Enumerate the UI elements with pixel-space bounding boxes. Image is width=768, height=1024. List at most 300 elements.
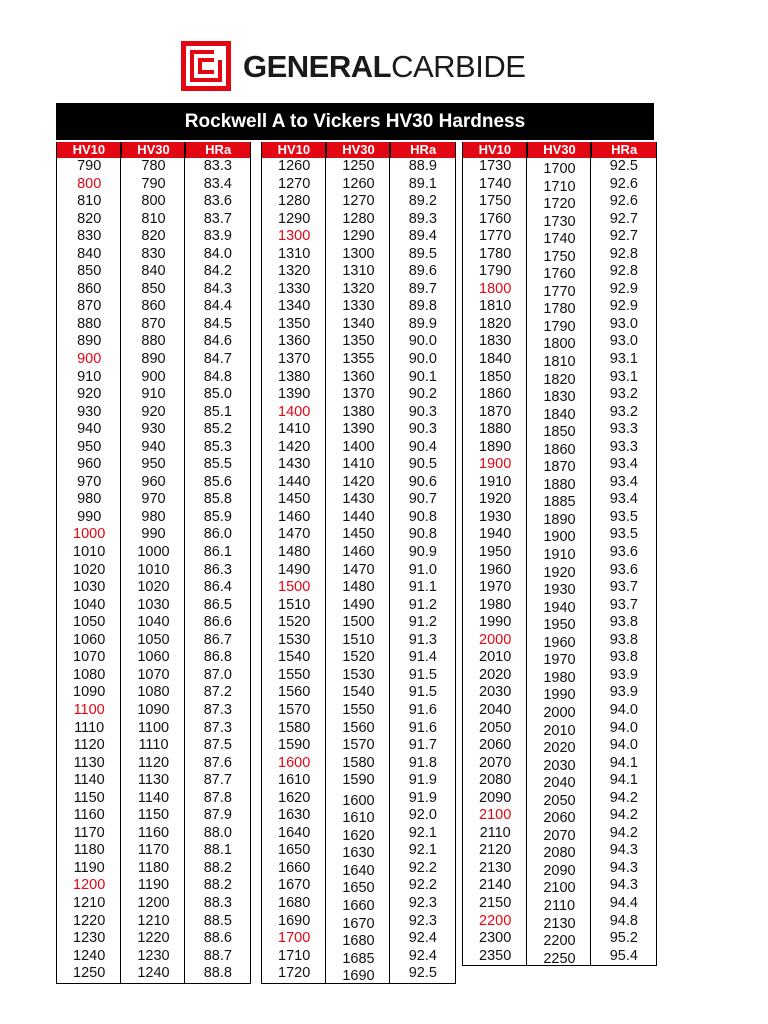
cell-hv10: 920 (77, 386, 102, 403)
page-title: Rockwell A to Vickers HV30 Hardness (56, 103, 654, 140)
cell-hv10: 2090 (479, 789, 512, 806)
table-row (57, 825, 250, 843)
cell-hra: 90.6 (408, 473, 437, 490)
cell-hra: 89.5 (408, 245, 437, 262)
cell-hra: 83.7 (203, 210, 232, 227)
cell-hv30: 1160 (137, 824, 170, 841)
cell-hv30: 880 (141, 333, 166, 350)
cell-hra: 92.1 (408, 842, 437, 859)
cell-hv30: 1100 (137, 719, 170, 736)
cell-hv30: 1590 (342, 772, 375, 789)
table-row (463, 755, 656, 773)
cell-hv10: 1920 (479, 491, 512, 508)
table-row (463, 316, 656, 334)
cell-hra: 92.4 (408, 947, 437, 964)
cell-hv30: 1920 (543, 564, 576, 581)
cell-hra: 88.6 (203, 930, 232, 947)
brand-name-bold: GENERAL (243, 48, 392, 84)
cell-hv30: 1530 (342, 666, 375, 683)
cell-hra: 93.1 (609, 368, 638, 385)
cell-hv30: 1760 (543, 266, 576, 283)
table-row (463, 597, 656, 615)
table-row (262, 930, 455, 948)
cell-hv10: 900 (77, 351, 102, 368)
table-row (57, 632, 250, 650)
cell-hra: 93.9 (609, 684, 638, 701)
cell-hra: 88.5 (203, 912, 232, 929)
cell-hra: 94.2 (609, 824, 638, 841)
table-row (262, 316, 455, 334)
cell-hv10: 2120 (479, 842, 512, 859)
cell-hra: 93.8 (609, 614, 638, 631)
cell-hv30: 1685 (342, 950, 375, 967)
cell-hv10: 1740 (479, 175, 512, 192)
cell-hv10: 1610 (278, 772, 311, 789)
table-row (262, 491, 455, 509)
column-header-hv30: HV30 (122, 142, 187, 158)
cell-hra: 84.3 (203, 280, 232, 297)
cell-hv10: 1580 (278, 719, 311, 736)
cell-hv30: 860 (141, 298, 166, 315)
table-row (463, 562, 656, 580)
cell-hv30: 1840 (543, 406, 576, 423)
cell-hv10: 2150 (479, 894, 512, 911)
cell-hv10: 1730 (479, 158, 512, 174)
table-row (262, 351, 455, 369)
cell-hra: 83.6 (203, 193, 232, 210)
cell-hv30: 1350 (342, 333, 375, 350)
table-row (57, 333, 250, 351)
cell-hv10: 1180 (73, 842, 105, 859)
cell-hra: 88.1 (203, 842, 232, 859)
cell-hra: 92.3 (408, 894, 437, 911)
cell-hv30: 1990 (543, 687, 576, 704)
cell-hra: 86.5 (203, 596, 232, 613)
cell-hra: 93.0 (609, 315, 638, 332)
cell-hra: 83.9 (203, 228, 232, 245)
cell-hv10: 1790 (479, 263, 512, 280)
cell-hv10: 1400 (278, 403, 311, 420)
cell-hv30: 2060 (543, 810, 576, 827)
cell-hra: 85.3 (203, 438, 232, 455)
table-row (57, 263, 250, 281)
cell-hra: 89.3 (408, 210, 437, 227)
table-row (463, 211, 656, 229)
cell-hv30: 1620 (342, 827, 375, 844)
table-row (262, 737, 455, 755)
table-row (262, 720, 455, 738)
cell-hv30: 2090 (543, 862, 576, 879)
cell-hra: 94.2 (609, 789, 638, 806)
table-row (463, 913, 656, 931)
table-row (463, 842, 656, 860)
cell-hv30: 1885 (543, 494, 576, 511)
cell-hv30: 940 (141, 438, 166, 455)
cell-hv30: 1180 (137, 859, 170, 876)
table-row (57, 755, 250, 773)
table-row (262, 825, 455, 843)
cell-hv30: 990 (141, 526, 166, 543)
cell-hra: 91.8 (408, 754, 437, 771)
table-row (463, 825, 656, 843)
table-row (463, 632, 656, 650)
table-row (262, 404, 455, 422)
cell-hv10: 1110 (74, 719, 105, 736)
cell-hv30: 1770 (543, 283, 576, 300)
cell-hra: 91.9 (408, 772, 437, 789)
cell-hv30: 1910 (543, 547, 576, 564)
table-row (463, 158, 656, 176)
cell-hv30: 2070 (543, 827, 576, 844)
table-row (262, 948, 455, 966)
cell-hv10: 1460 (278, 508, 311, 525)
cell-hv10: 1130 (73, 754, 105, 771)
cell-hv30: 1630 (342, 845, 375, 862)
table-row (463, 737, 656, 755)
cell-hra: 89.2 (408, 193, 437, 210)
cell-hra: 88.9 (408, 158, 437, 174)
cell-hra: 90.8 (408, 508, 437, 525)
cell-hra: 94.0 (609, 701, 638, 718)
cell-hv10: 1200 (73, 877, 106, 894)
cell-hv30: 2080 (543, 845, 576, 862)
table-row (463, 807, 656, 825)
cell-hv10: 2130 (479, 859, 512, 876)
cell-hv10: 2070 (479, 754, 512, 771)
table-row (262, 860, 455, 878)
cell-hra: 93.8 (609, 631, 638, 648)
cell-hv30: 1020 (137, 579, 170, 596)
cell-hra: 93.4 (609, 456, 638, 473)
cell-hv10: 1410 (278, 421, 311, 438)
cell-hra: 92.9 (609, 280, 638, 297)
cell-hra: 84.4 (203, 298, 232, 315)
cell-hra: 94.0 (609, 737, 638, 754)
cell-hra: 93.6 (609, 561, 638, 578)
cell-hv30: 1570 (342, 737, 375, 754)
column-header-hv30: HV30 (528, 142, 593, 158)
table-row (57, 491, 250, 509)
cell-hv30: 1430 (342, 491, 375, 508)
table-row (463, 895, 656, 913)
cell-hra: 87.0 (203, 666, 232, 683)
table-row (262, 526, 455, 544)
table-row (262, 877, 455, 895)
table-row (57, 895, 250, 913)
cell-hra: 92.9 (609, 298, 638, 315)
cell-hv30: 1360 (342, 368, 375, 385)
cell-hra: 92.2 (408, 877, 437, 894)
cell-hv30: 1230 (137, 947, 170, 964)
cell-hv30: 1700 (543, 161, 576, 177)
cell-hv10: 2050 (479, 719, 512, 736)
table-row (262, 614, 455, 632)
cell-hra: 85.8 (203, 491, 232, 508)
cell-hra: 83.3 (203, 158, 232, 174)
cell-hra: 93.5 (609, 508, 638, 525)
cell-hv30: 1810 (543, 354, 576, 371)
table-row (262, 386, 455, 404)
table-row (57, 684, 250, 702)
table-row (463, 439, 656, 457)
cell-hra: 90.9 (408, 544, 437, 561)
cell-hv10: 1390 (278, 386, 311, 403)
cell-hv30: 870 (141, 315, 166, 332)
table-row (463, 263, 656, 281)
cell-hra: 87.2 (203, 684, 232, 701)
cell-hra: 94.4 (609, 894, 638, 911)
cell-hv10: 2200 (479, 912, 512, 929)
table-body (463, 158, 656, 965)
cell-hra: 89.7 (408, 280, 437, 297)
table-row (262, 702, 455, 720)
cell-hv10: 1960 (479, 561, 512, 578)
table-row (262, 684, 455, 702)
table-row (463, 948, 656, 966)
cell-hv10: 1670 (278, 877, 311, 894)
cell-hv10: 800 (77, 175, 102, 192)
cell-hv10: 1910 (479, 473, 512, 490)
general-carbide-logo-icon (181, 41, 231, 91)
cell-hra: 91.5 (408, 684, 437, 701)
cell-hv30: 1960 (543, 634, 576, 651)
cell-hra: 89.9 (408, 315, 437, 332)
table-row (262, 772, 455, 790)
cell-hra: 84.6 (203, 333, 232, 350)
cell-hv10: 1300 (278, 228, 311, 245)
cell-hra: 86.6 (203, 614, 232, 631)
table-row (57, 404, 250, 422)
table-row (57, 614, 250, 632)
cell-hv10: 1830 (479, 333, 512, 350)
cell-hra: 91.2 (408, 596, 437, 613)
cell-hv30: 840 (141, 263, 166, 280)
cell-hv10: 910 (77, 368, 102, 385)
cell-hv30: 1170 (137, 842, 170, 859)
cell-hv30: 900 (141, 368, 166, 385)
cell-hv10: 1640 (278, 824, 311, 841)
table-row (262, 246, 455, 264)
cell-hv10: 810 (77, 193, 102, 210)
cell-hv10: 820 (77, 210, 102, 227)
cell-hv10: 1060 (73, 631, 106, 648)
cell-hv30: 1370 (342, 386, 375, 403)
cell-hv30: 1600 (342, 792, 375, 809)
table-row (463, 509, 656, 527)
column-header-hra: HRa (410, 142, 437, 157)
table-row (262, 263, 455, 281)
cell-hra: 93.7 (609, 579, 638, 596)
cell-hv10: 1780 (479, 245, 512, 262)
cell-hv10: 1850 (479, 368, 512, 385)
cell-hv10: 2000 (479, 631, 512, 648)
cell-hv30: 1940 (543, 599, 576, 616)
column-header-hv10: HV10 (463, 142, 528, 158)
cell-hra: 90.3 (408, 421, 437, 438)
cell-hv10: 1270 (278, 175, 311, 192)
table-row (57, 351, 250, 369)
cell-hv30: 2130 (543, 915, 576, 932)
cell-hv10: 1550 (278, 666, 311, 683)
cell-hv10: 1030 (73, 579, 106, 596)
cell-hv30: 1390 (342, 421, 375, 438)
brand-name-light: CARBIDE (391, 48, 526, 84)
cell-hra: 87.6 (203, 754, 232, 771)
cell-hv10: 1100 (73, 701, 105, 718)
cell-hv30: 910 (141, 386, 166, 403)
cell-hv10: 1870 (479, 403, 512, 420)
table-row (57, 597, 250, 615)
brand-name (243, 48, 526, 84)
cell-hv10: 1250 (73, 965, 106, 982)
cell-hv30: 1470 (342, 561, 375, 578)
table-row (57, 474, 250, 492)
cell-hv30: 800 (141, 193, 166, 210)
cell-hv10: 1330 (278, 280, 311, 297)
cell-hv30: 1520 (342, 649, 375, 666)
cell-hv30: 2040 (543, 775, 576, 792)
cell-hv30: 1410 (342, 456, 375, 473)
cell-hv30: 1280 (342, 210, 375, 227)
cell-hra: 92.7 (609, 228, 638, 245)
cell-hra: 92.8 (609, 245, 638, 262)
cell-hv10: 1440 (278, 473, 311, 490)
cell-hv30: 1440 (342, 508, 375, 525)
cell-hra: 91.9 (408, 789, 437, 806)
table-row (57, 807, 250, 825)
cell-hv30: 1900 (543, 529, 576, 546)
cell-hv30: 2020 (543, 740, 576, 757)
table-row (463, 421, 656, 439)
cell-hv10: 1540 (278, 649, 311, 666)
cell-hra: 93.1 (609, 351, 638, 368)
cell-hra: 92.2 (408, 859, 437, 876)
table-row (262, 965, 455, 983)
table-row (57, 193, 250, 211)
cell-hv10: 1820 (479, 315, 512, 332)
table-row (57, 720, 250, 738)
cell-hra: 91.4 (408, 649, 437, 666)
cell-hra: 86.8 (203, 649, 232, 666)
cell-hra: 92.6 (609, 193, 638, 210)
cell-hv10: 1230 (73, 930, 106, 947)
cell-hv30: 2000 (543, 704, 576, 721)
cell-hv10: 1930 (479, 508, 512, 525)
table-row (262, 509, 455, 527)
table-header (262, 142, 455, 158)
cell-hv10: 880 (77, 315, 102, 332)
cell-hra: 93.4 (609, 473, 638, 490)
cell-hra: 87.9 (203, 807, 232, 824)
table-row (463, 649, 656, 667)
table-row (463, 333, 656, 351)
cell-hra: 93.6 (609, 544, 638, 561)
table-row (463, 526, 656, 544)
cell-hv10: 1490 (278, 561, 311, 578)
cell-hv30: 1730 (543, 213, 576, 230)
table-row (463, 614, 656, 632)
table-row (57, 386, 250, 404)
cell-hra: 84.5 (203, 315, 232, 332)
cell-hra: 91.3 (408, 631, 437, 648)
table-row (463, 281, 656, 299)
cell-hra: 86.0 (203, 526, 232, 543)
cell-hra: 88.3 (203, 894, 232, 911)
cell-hv30: 1780 (543, 301, 576, 318)
cell-hv30: 1000 (137, 544, 170, 561)
cell-hra: 93.5 (609, 526, 638, 543)
cell-hv10: 1720 (278, 965, 311, 982)
cell-hv10: 1970 (479, 579, 512, 596)
cell-hv10: 990 (77, 508, 102, 525)
cell-hv30: 1310 (342, 263, 375, 280)
cell-hv30: 1355 (342, 351, 375, 368)
cell-hv30: 1800 (543, 336, 576, 353)
cell-hv10: 1680 (278, 894, 311, 911)
cell-hv30: 830 (141, 245, 166, 262)
cell-hra: 93.0 (609, 333, 638, 350)
cell-hra: 91.2 (408, 614, 437, 631)
cell-hv10: 1990 (479, 614, 512, 631)
cell-hv30: 1460 (342, 544, 375, 561)
cell-hra: 84.0 (203, 245, 232, 262)
cell-hv30: 1130 (137, 772, 170, 789)
cell-hv30: 950 (141, 456, 166, 473)
cell-hv10: 1510 (278, 596, 311, 613)
table-row (57, 790, 250, 808)
table-row (262, 755, 455, 773)
cell-hv30: 1060 (137, 649, 170, 666)
cell-hra: 87.5 (203, 737, 232, 754)
cell-hv10: 2300 (479, 930, 512, 947)
cell-hv30: 1300 (342, 245, 375, 262)
table-row (463, 228, 656, 246)
cell-hra: 84.7 (203, 351, 232, 368)
cell-hv10: 1120 (73, 737, 105, 754)
cell-hv10: 940 (77, 421, 102, 438)
table-row (57, 649, 250, 667)
table-row (57, 965, 250, 983)
cell-hra: 91.1 (408, 579, 437, 596)
cell-hra: 91.6 (408, 701, 437, 718)
cell-hra: 85.5 (203, 456, 232, 473)
table-row (262, 369, 455, 387)
cell-hv30: 1740 (543, 231, 576, 248)
cell-hv10: 1360 (278, 333, 311, 350)
table-row (262, 474, 455, 492)
table-row (463, 702, 656, 720)
cell-hra: 89.8 (408, 298, 437, 315)
cell-hv10: 1710 (278, 947, 311, 964)
cell-hv10: 1450 (278, 491, 311, 508)
table-row (262, 667, 455, 685)
cell-hv30: 1260 (342, 175, 375, 192)
cell-hv10: 1860 (479, 386, 512, 403)
cell-hra: 87.3 (203, 719, 232, 736)
cell-hra: 92.6 (609, 175, 638, 192)
table-header (57, 142, 250, 158)
table-row (463, 877, 656, 895)
cell-hv30: 1150 (137, 807, 170, 824)
table-row (463, 351, 656, 369)
table-row (463, 684, 656, 702)
table-row (57, 439, 250, 457)
cell-hv10: 850 (77, 263, 102, 280)
cell-hv30: 2110 (543, 897, 576, 914)
cell-hra: 88.2 (203, 859, 232, 876)
table-row (57, 579, 250, 597)
cell-hv30: 1320 (342, 280, 375, 297)
